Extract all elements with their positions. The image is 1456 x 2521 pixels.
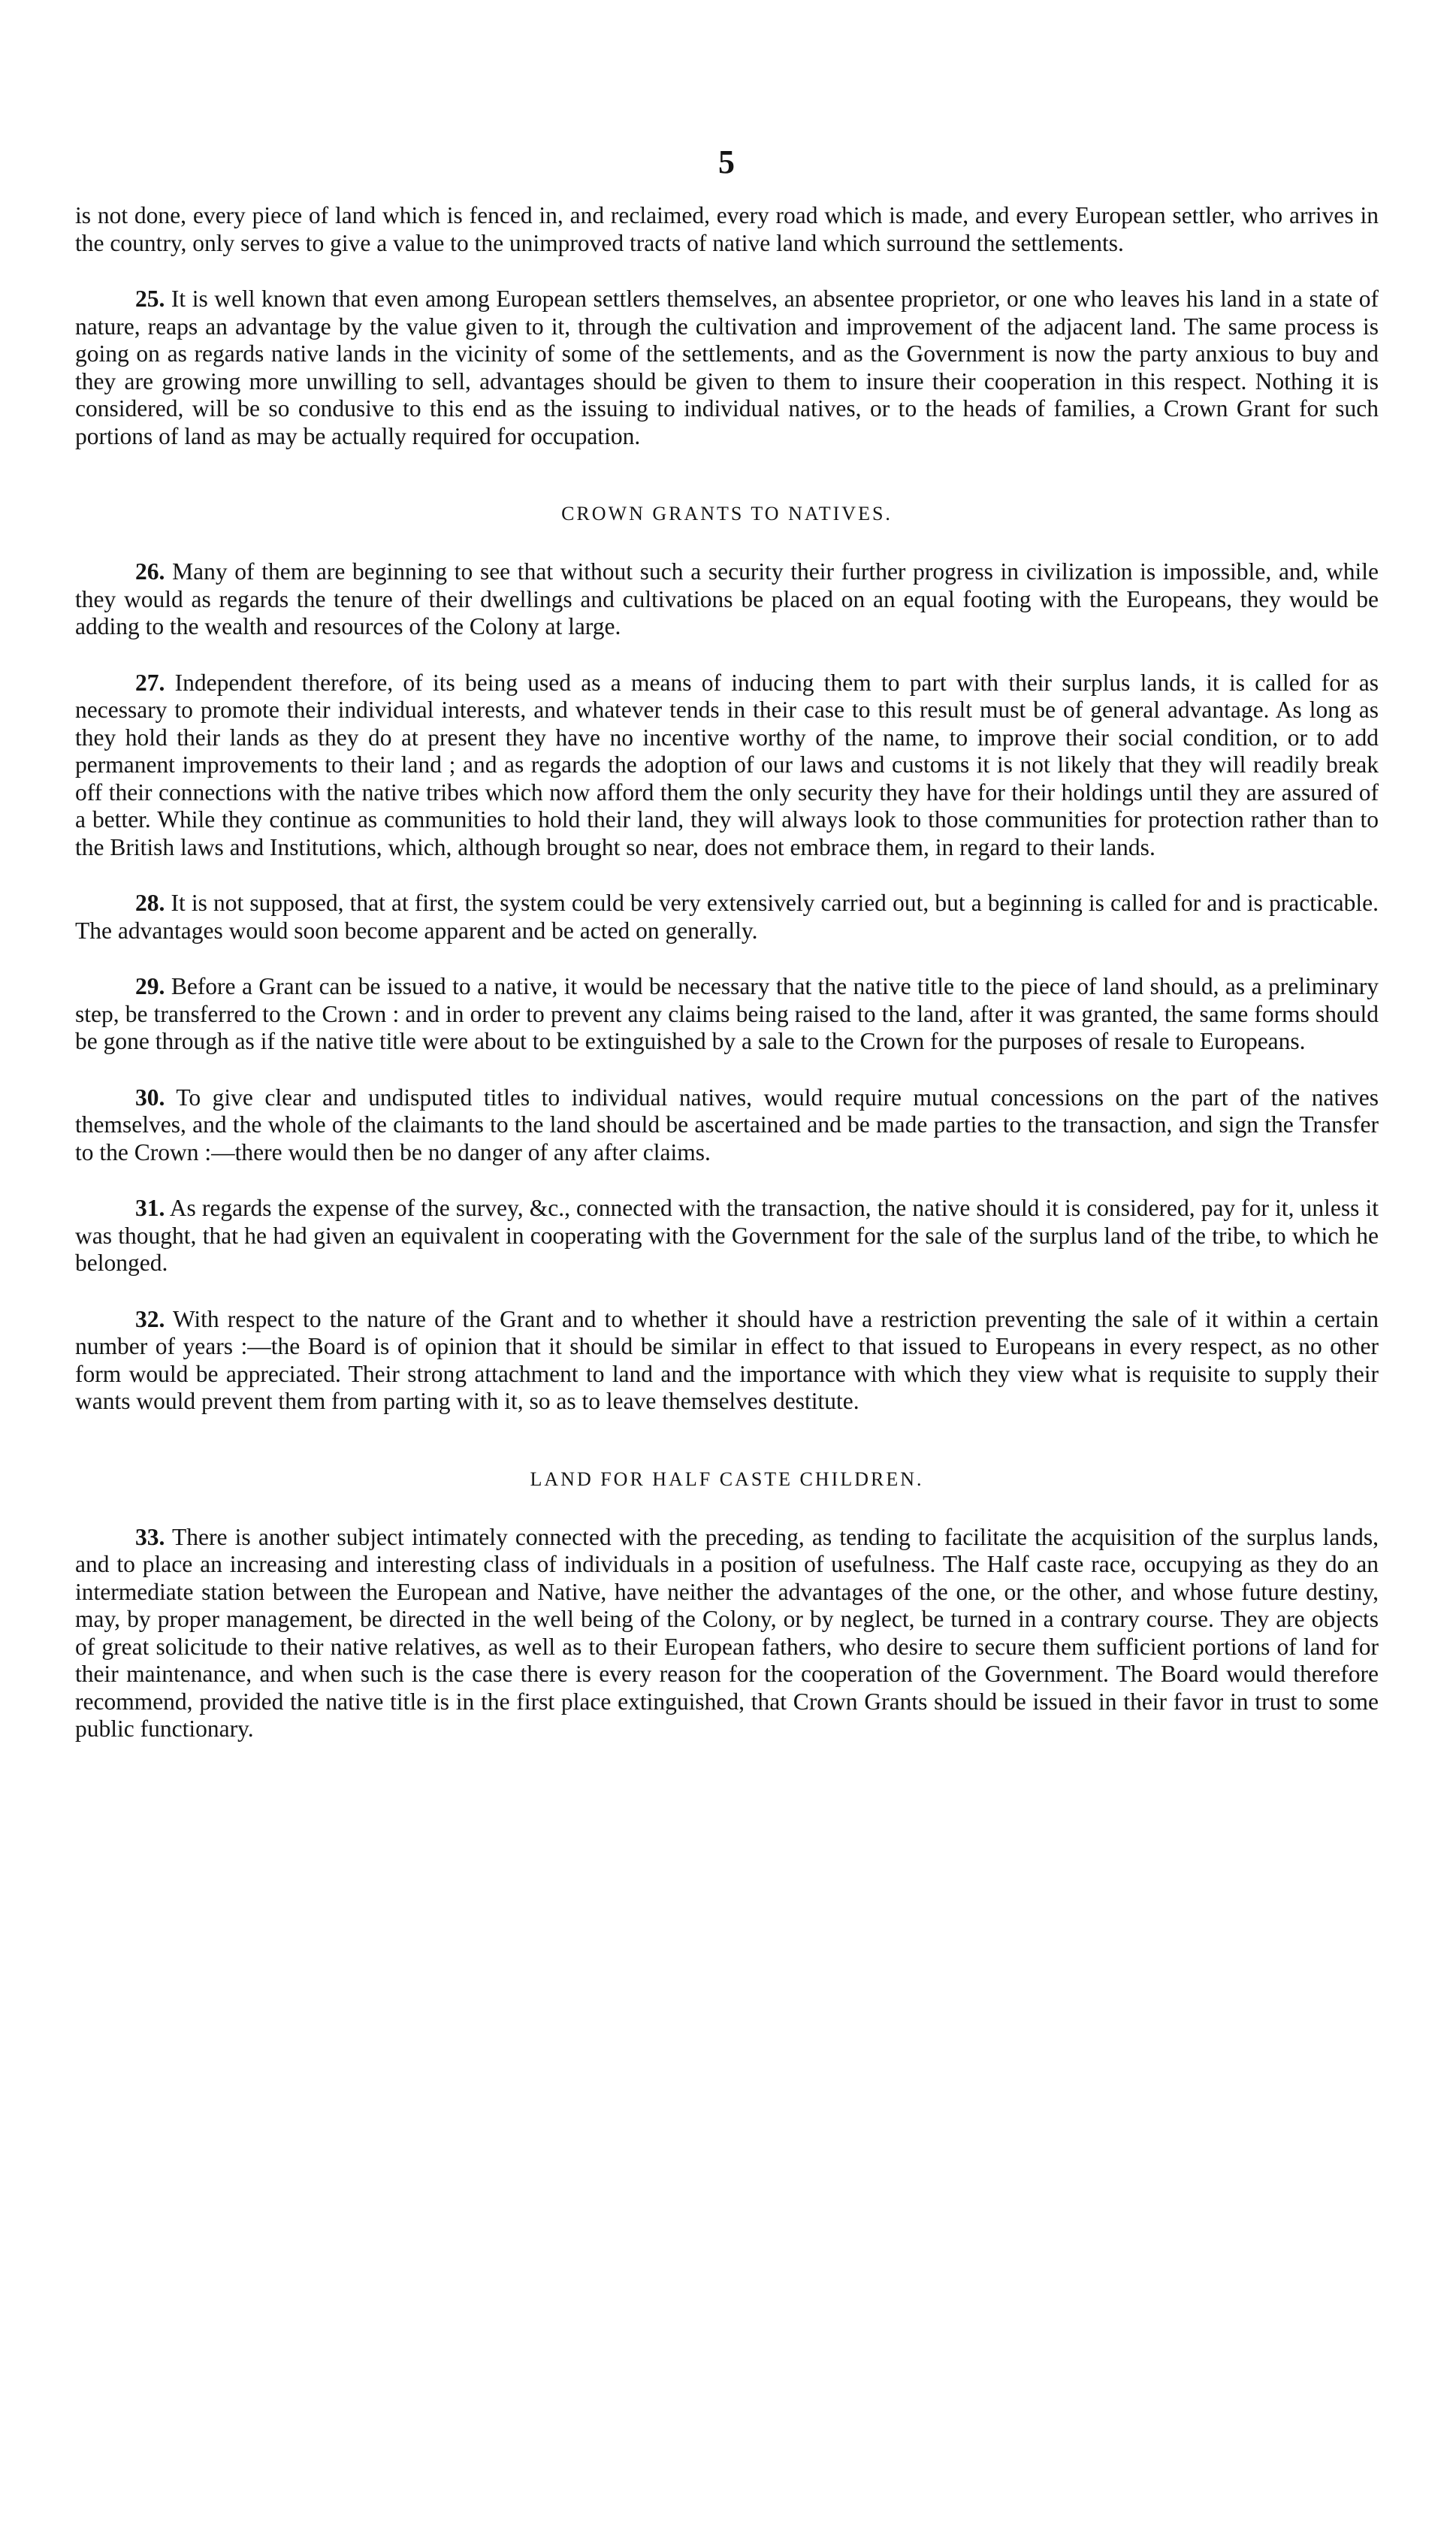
paragraph-30 (75, 1084, 1379, 1167)
paragraph-text: To give clear and undisputed titles to individual natives, would require mutual concessions on the part of the natives themselves, and the whole of the claimants to the land should be ascertained and be made parties to the transaction, and sign the Transfer to the Crown :—there would then be no danger of any after claims. (75, 1084, 1379, 1165)
paragraph-25 (75, 286, 1379, 450)
paragraph-text: Many of them are beginning to see that without such a security their further progress in civilization is impossible, and, while they would as regards the tenure of their dwellings and cultivations be placed on an equal footing with the Europeans, they would be adding to the wealth and resources of the Colony at large. (75, 558, 1379, 639)
paragraph-text: With respect to the nature of the Grant and to whether it should have a restriction preventing the sale of it within a certain number of years :—the Board is of opinion that it should be similar in effect to that issued to Europeans in every respect, as no other form would be appreciated. Their strong attachment to land and the importance with which they view what is requisite to supply their wants would prevent them from parting with it, so as to leave themselves destitute. (75, 1305, 1379, 1414)
document-page (75, 143, 1379, 1743)
paragraph-number: 30. (135, 1084, 165, 1111)
paragraph-text: It is well known that even among European settlers themselves, an absentee proprietor, or one who leaves his land in a state of nature, reaps an advantage by the value given to it, through the cultivation and improvement of the adjacent land. The same process is going on as regards native lands in the vicinity of some of the settlements, and as the Government is now the party anxious to buy and they are growing more unwilling to sell, advantages should be given to them to insure their cooperation in this respect. Nothing it is considered, will be so condusive to this end as the issuing to individual natives, or to the heads of families, a Crown Grant for such portions of land as may be actually required for occupation. (75, 286, 1379, 449)
paragraph-27 (75, 670, 1379, 862)
paragraph-number: 29. (135, 973, 165, 999)
paragraph-text: As regards the expense of the survey, &c., connected with the transaction, the native should it is considered, pay for it, unless it was thought, that he had given an equivalent in cooperating with the Government for the sale of the surplus land of the tribe, to which he belonged. (75, 1195, 1379, 1276)
paragraph-text: Independent therefore, of its being used as a means of inducing them to part with their surplus lands, it is called for as necessary to promote their individual interests, and whatever tends in their case to this result must be of general advantage. As long as they hold their lands as they do at present they have no incentive worthy of the name, to improve their social condition, or to add permanent improvements to their land ; and as regards the adoption of our laws and customs it is not likely that they will readily break off their connections with the native tribes which now afford them the only security they have for their holdings until they are assured of a better. While they continue as communities to hold their land, they will always look to those communities for protection rather than to the British laws and Institutions, which, although brought so near, does not embrace them, in regard to their lands. (75, 669, 1379, 860)
paragraph-text: There is another subject intimately connected with the preceding, as tending to facilitate the acquisition of the surplus lands, and to place an increasing and interesting class of individuals in a position of usefulness. The Half caste race, occupying as they do an intermediate station between the European and Native, have neither the advantages of the one, or the other, and whose future destiny, may, by proper management, be directed in the well being of the Colony, or by neglect, be turned in a contrary course. They are objects of great solicitude to their native relatives, as well as to their European fathers, who desire to secure them sufficient portions of land for their maintenance, and when such is the case there is every reason for the cooperation of the Government. The Board would therefore recommend, provided the native title is in the first place extinguished, that Crown Grants should be issued in their favor in trust to some public functionary. (75, 1523, 1379, 1742)
intro-paragraph: is not done, every piece of land which is fenced in, and reclaimed, every road which is made, and every European settler, who arrives in the country, only serves to give a value to the unimproved tracts of native land which surround the settlements. (75, 202, 1379, 256)
paragraph-number: 28. (135, 890, 165, 916)
paragraph-31 (75, 1195, 1379, 1277)
paragraph-32 (75, 1306, 1379, 1416)
paragraph-29 (75, 973, 1379, 1056)
paragraph-26 (75, 558, 1379, 641)
section-heading-crown-grants: CROWN GRANTS TO NATIVES. (561, 503, 893, 524)
section-heading-half-caste: LAND FOR HALF CASTE CHILDREN. (530, 1468, 924, 1490)
paragraph-number: 25. (135, 286, 165, 312)
paragraph-number: 31. (135, 1195, 165, 1221)
paragraph-number: 26. (135, 558, 165, 585)
paragraph-text: It is not supposed, that at first, the system could be very extensively carried out, but a beginning is called for and is practicable. The advantages would soon become apparent and be acted on generally. (75, 890, 1379, 944)
paragraph-number: 33. (135, 1523, 165, 1550)
page-number: 5 (718, 144, 736, 180)
paragraph-28 (75, 890, 1379, 945)
paragraph-number: 27. (135, 669, 165, 696)
paragraph-33 (75, 1524, 1379, 1743)
paragraph-number: 32. (135, 1305, 165, 1332)
paragraph-text: Before a Grant can be issued to a native, it would be necessary that the native title to the piece of land should, as a preliminary step, be transferred to the Crown : and in order to prevent any claims being raised to the land, after it was granted, the same forms should be gone through as if the native title were about to be extinguished by a sale to the Crown for the purposes of resale to Europeans. (75, 973, 1379, 1054)
